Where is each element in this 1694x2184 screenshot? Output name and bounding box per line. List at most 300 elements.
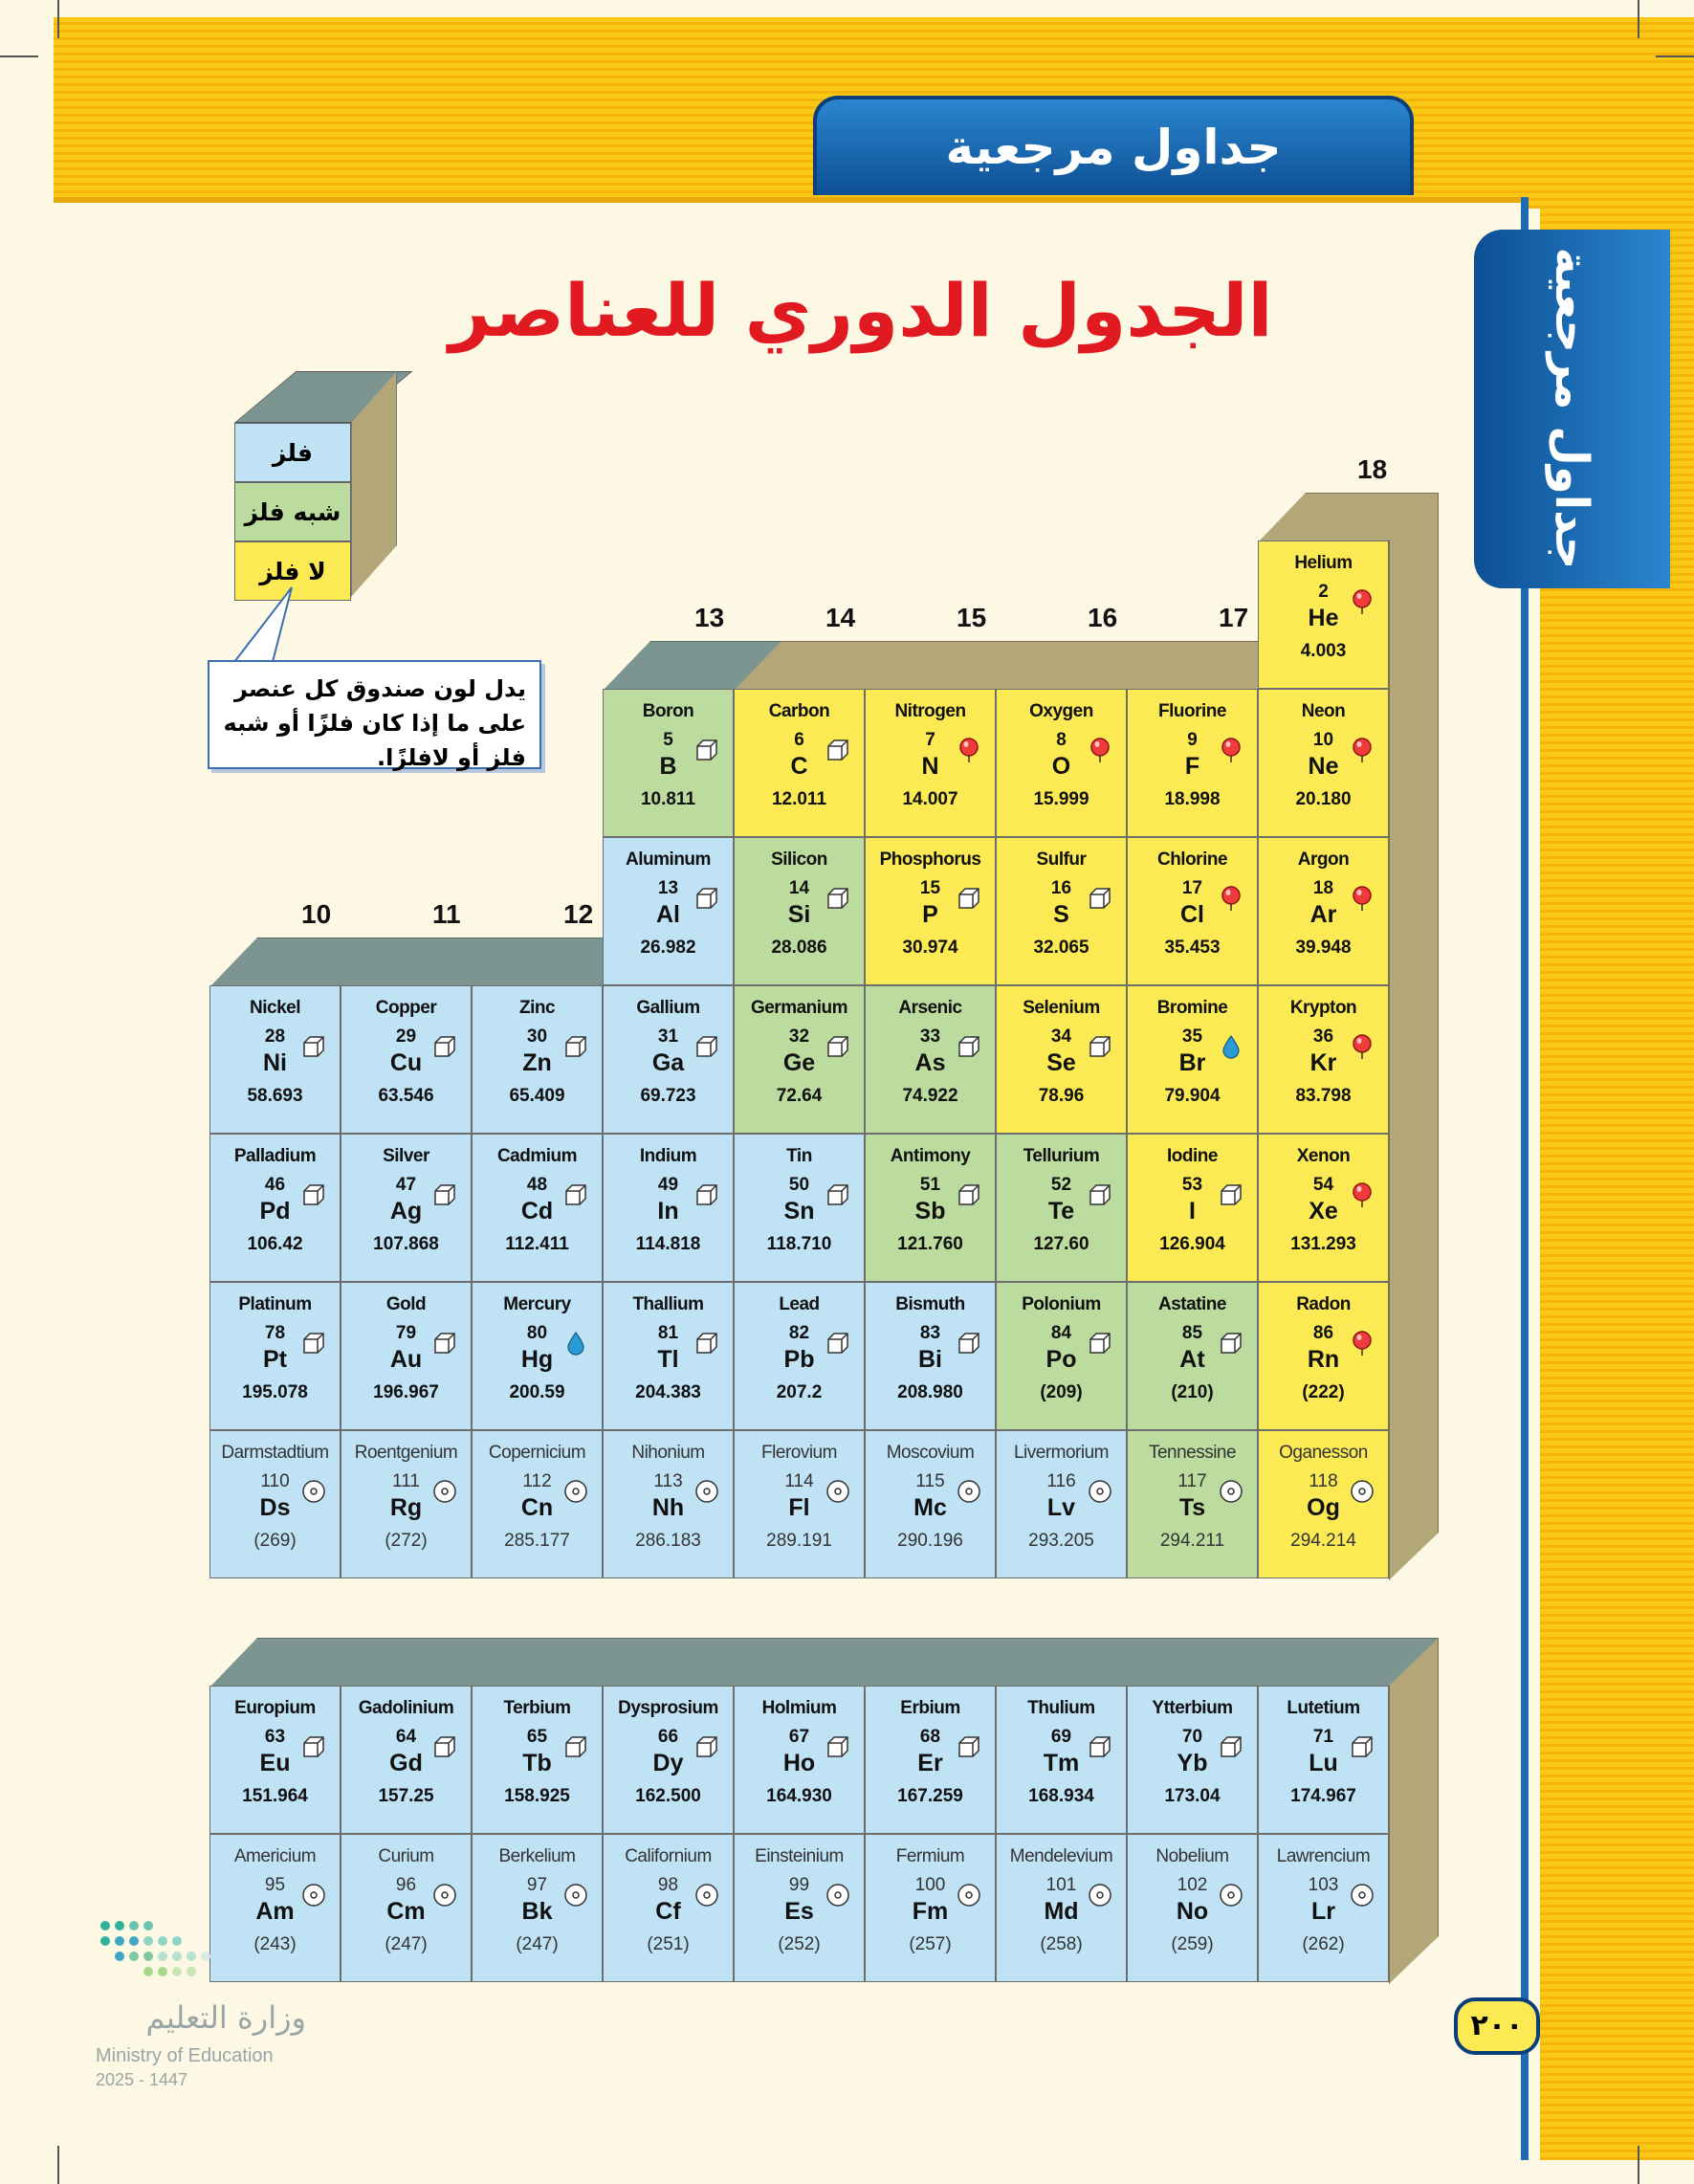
solid-state-icon bbox=[1088, 886, 1112, 911]
atomic-number: 28 bbox=[264, 1026, 286, 1047]
element-cell-br bbox=[1127, 985, 1258, 1134]
crop-mark bbox=[57, 2146, 59, 2184]
element-name: Roentgenium bbox=[354, 1443, 458, 1463]
solid-state-icon bbox=[301, 1034, 326, 1059]
synthetic-state-icon bbox=[825, 1479, 850, 1504]
solid-state-icon bbox=[1088, 1331, 1112, 1356]
element-symbol: Po bbox=[1045, 1346, 1077, 1373]
element-cell-fl bbox=[734, 1430, 865, 1578]
element-cell-gd bbox=[341, 1686, 472, 1834]
atomic-number: 116 bbox=[1046, 1471, 1076, 1491]
atomic-number: 79 bbox=[395, 1323, 417, 1343]
element-cell-ni bbox=[209, 985, 341, 1134]
callout-text: يدل لون صندوق كل عنصر على ما إذا كان فلزًا أو شبه فلز أو لافلزًا. bbox=[223, 675, 526, 771]
element-symbol: He bbox=[1308, 605, 1339, 631]
element-cell-lv bbox=[996, 1430, 1127, 1578]
atomic-number: 16 bbox=[1050, 878, 1072, 898]
page-title: الجدول الدوري للعناصر bbox=[449, 268, 1273, 353]
element-symbol: Eu bbox=[259, 1750, 291, 1776]
atomic-mass: 39.948 bbox=[1295, 938, 1352, 958]
element-cell-cu bbox=[341, 985, 472, 1134]
element-name: Platinum bbox=[238, 1294, 312, 1314]
atomic-mass: 121.760 bbox=[897, 1234, 963, 1254]
atomic-mass: 30.974 bbox=[902, 938, 958, 958]
atomic-number: 6 bbox=[794, 730, 804, 750]
atomic-mass: 74.922 bbox=[902, 1086, 958, 1106]
atomic-mass: (252) bbox=[778, 1934, 821, 1954]
element-cell-f bbox=[1127, 689, 1258, 837]
atomic-mass: 20.180 bbox=[1295, 789, 1352, 809]
element-cell-n bbox=[865, 689, 996, 837]
element-symbol: Ds bbox=[259, 1494, 291, 1521]
atomic-number: 78 bbox=[264, 1323, 286, 1343]
element-symbol: C bbox=[790, 753, 808, 780]
atomic-number: 64 bbox=[395, 1727, 417, 1747]
atomic-number: 34 bbox=[1050, 1026, 1072, 1047]
element-symbol: Lv bbox=[1046, 1494, 1076, 1521]
element-symbol: Si bbox=[787, 901, 811, 928]
atomic-mass: 126.904 bbox=[1159, 1234, 1225, 1254]
atomic-mass: (247) bbox=[516, 1934, 559, 1954]
legend-metalloid: شبه فلز bbox=[234, 482, 351, 541]
right-face-main bbox=[1389, 493, 1439, 1580]
atomic-number: 67 bbox=[788, 1727, 810, 1747]
synthetic-state-icon bbox=[563, 1883, 588, 1908]
solid-state-icon bbox=[825, 1182, 850, 1207]
element-cell-yb bbox=[1127, 1686, 1258, 1834]
solid-state-icon bbox=[1350, 1734, 1375, 1759]
element-symbol: In bbox=[657, 1198, 679, 1224]
atomic-mass: 15.999 bbox=[1033, 789, 1089, 809]
atomic-mass: 293.205 bbox=[1028, 1531, 1094, 1551]
crop-mark bbox=[1638, 0, 1639, 38]
element-symbol: Cn bbox=[520, 1494, 554, 1521]
atomic-mass: 106.42 bbox=[247, 1234, 303, 1254]
synthetic-state-icon bbox=[694, 1479, 719, 1504]
atomic-mass: (272) bbox=[385, 1531, 428, 1551]
crop-mark bbox=[1656, 55, 1694, 57]
solid-state-icon bbox=[1219, 1734, 1243, 1759]
solid-state-icon bbox=[825, 1034, 850, 1059]
element-name: Palladium bbox=[233, 1146, 317, 1166]
element-symbol: Fm bbox=[912, 1898, 949, 1925]
solid-state-icon bbox=[825, 1734, 850, 1759]
element-name: Silicon bbox=[771, 849, 827, 870]
element-symbol: Ga bbox=[651, 1049, 685, 1076]
solid-state-icon bbox=[1088, 1734, 1112, 1759]
atomic-number: 80 bbox=[526, 1323, 548, 1343]
element-cell-au bbox=[341, 1282, 472, 1430]
group-label: 15 bbox=[957, 603, 987, 632]
element-name: Oxygen bbox=[1029, 701, 1093, 721]
element-symbol: Ho bbox=[782, 1750, 816, 1776]
atomic-mass: 114.818 bbox=[635, 1234, 701, 1254]
element-cell-xe bbox=[1258, 1134, 1389, 1282]
element-cell-kr bbox=[1258, 985, 1389, 1134]
element-symbol: Br bbox=[1178, 1049, 1206, 1076]
synthetic-state-icon bbox=[301, 1479, 326, 1504]
header-tab bbox=[813, 96, 1414, 195]
synthetic-state-icon bbox=[1088, 1883, 1112, 1908]
element-name: Carbon bbox=[768, 701, 830, 721]
element-name: Fluorine bbox=[1158, 701, 1226, 721]
atomic-number: 69 bbox=[1050, 1727, 1072, 1747]
synthetic-state-icon bbox=[563, 1479, 588, 1504]
element-name: Radon bbox=[1296, 1294, 1351, 1314]
element-symbol: Cl bbox=[1180, 901, 1204, 928]
element-name: Fermium bbox=[895, 1846, 965, 1866]
atomic-mass: 174.967 bbox=[1290, 1786, 1356, 1806]
atomic-number: 9 bbox=[1187, 730, 1198, 750]
element-symbol: I bbox=[1189, 1198, 1196, 1224]
element-name: Polonium bbox=[1022, 1294, 1101, 1314]
gas-state-icon bbox=[1350, 886, 1375, 911]
element-cell-mc bbox=[865, 1430, 996, 1578]
element-symbol: Ni bbox=[263, 1049, 287, 1076]
element-symbol: Ts bbox=[1178, 1494, 1206, 1521]
element-name: Livermorium bbox=[1013, 1443, 1110, 1463]
synthetic-state-icon bbox=[301, 1883, 326, 1908]
element-name: Gadolinium bbox=[358, 1698, 454, 1718]
element-name: Lawrencium bbox=[1276, 1846, 1371, 1866]
atomic-mass: 35.453 bbox=[1164, 938, 1221, 958]
atomic-number: 118 bbox=[1309, 1471, 1338, 1491]
atomic-mass: 4.003 bbox=[1300, 641, 1347, 661]
element-symbol: Al bbox=[656, 901, 680, 928]
gas-state-icon bbox=[1350, 738, 1375, 762]
atomic-mass: (209) bbox=[1040, 1382, 1083, 1402]
atomic-mass: 63.546 bbox=[378, 1086, 434, 1106]
atomic-number: 32 bbox=[788, 1026, 810, 1047]
page-number: ٢٠٠ bbox=[1470, 2009, 1524, 2042]
atomic-number: 63 bbox=[264, 1727, 286, 1747]
atomic-number: 115 bbox=[915, 1471, 945, 1491]
atomic-number: 47 bbox=[395, 1175, 417, 1195]
atomic-number: 117 bbox=[1177, 1471, 1207, 1491]
atomic-mass: (257) bbox=[909, 1934, 952, 1954]
synthetic-state-icon bbox=[1219, 1883, 1243, 1908]
element-cell-sn bbox=[734, 1134, 865, 1282]
gas-state-icon bbox=[1350, 589, 1375, 614]
element-name: Boron bbox=[642, 701, 694, 721]
element-name: Indium bbox=[639, 1146, 697, 1166]
atomic-number: 14 bbox=[788, 878, 810, 898]
atomic-number: 96 bbox=[395, 1875, 417, 1895]
solid-state-icon bbox=[432, 1734, 457, 1759]
element-cell-no bbox=[1127, 1834, 1258, 1982]
element-symbol: Te bbox=[1047, 1198, 1075, 1224]
element-symbol: Mc bbox=[913, 1494, 947, 1521]
element-name: Dysprosium bbox=[618, 1698, 718, 1718]
solid-state-icon bbox=[563, 1034, 588, 1059]
element-symbol: Lr bbox=[1311, 1898, 1335, 1925]
liquid-state-icon bbox=[563, 1331, 588, 1356]
solid-state-icon bbox=[563, 1734, 588, 1759]
solid-state-icon bbox=[825, 886, 850, 911]
atomic-mass: 208.980 bbox=[897, 1382, 963, 1402]
atomic-number: 30 bbox=[526, 1026, 548, 1047]
element-symbol: Tb bbox=[522, 1750, 552, 1776]
crop-mark bbox=[0, 55, 38, 57]
atomic-number: 65 bbox=[526, 1727, 548, 1747]
atomic-mass: 158.925 bbox=[504, 1786, 570, 1806]
atomic-number: 51 bbox=[919, 1175, 941, 1195]
atomic-number: 70 bbox=[1181, 1727, 1203, 1747]
element-cell-er bbox=[865, 1686, 996, 1834]
atomic-mass: 28.086 bbox=[771, 938, 827, 958]
element-cell-cm bbox=[341, 1834, 472, 1982]
element-cell-md bbox=[996, 1834, 1127, 1982]
synthetic-state-icon bbox=[694, 1883, 719, 1908]
solid-state-icon bbox=[694, 1331, 719, 1356]
element-cell-zn bbox=[472, 985, 603, 1134]
element-cell-se bbox=[996, 985, 1127, 1134]
solid-state-icon bbox=[1088, 1034, 1112, 1059]
atomic-mass: 131.293 bbox=[1290, 1234, 1356, 1254]
synthetic-state-icon bbox=[1350, 1883, 1375, 1908]
atomic-number: 36 bbox=[1312, 1026, 1334, 1047]
element-name: Iodine bbox=[1167, 1146, 1218, 1166]
atomic-mass: 167.259 bbox=[897, 1786, 963, 1806]
element-cell-tl bbox=[603, 1282, 734, 1430]
group-label: 16 bbox=[1088, 603, 1118, 632]
element-symbol: O bbox=[1051, 753, 1071, 780]
gas-state-icon bbox=[1219, 886, 1243, 911]
solid-state-icon bbox=[694, 1182, 719, 1207]
legend-nonmetal: لا فلز bbox=[234, 541, 351, 601]
element-cell-te bbox=[996, 1134, 1127, 1282]
element-cell-eu bbox=[209, 1686, 341, 1834]
atomic-number: 114 bbox=[784, 1471, 814, 1491]
element-cell-ts bbox=[1127, 1430, 1258, 1578]
crop-mark bbox=[1638, 2146, 1639, 2184]
element-name: Californium bbox=[625, 1846, 712, 1866]
element-cell-in bbox=[603, 1134, 734, 1282]
element-name: Astatine bbox=[1158, 1294, 1226, 1314]
element-name: Tin bbox=[786, 1146, 812, 1166]
atomic-mass: 69.723 bbox=[640, 1086, 696, 1106]
element-cell-tb bbox=[472, 1686, 603, 1834]
element-name: Germanium bbox=[750, 998, 848, 1018]
element-cell-lu bbox=[1258, 1686, 1389, 1834]
content-top-border bbox=[54, 197, 1527, 203]
atomic-number: 84 bbox=[1050, 1323, 1072, 1343]
solid-state-icon bbox=[957, 1034, 981, 1059]
element-symbol: Kr bbox=[1309, 1049, 1337, 1076]
atomic-number: 82 bbox=[788, 1323, 810, 1343]
atomic-number: 54 bbox=[1312, 1175, 1334, 1195]
element-symbol: Md bbox=[1044, 1898, 1079, 1925]
solid-state-icon bbox=[694, 738, 719, 762]
atomic-mass: (222) bbox=[1302, 1382, 1345, 1402]
atomic-number: 18 bbox=[1312, 878, 1334, 898]
element-name: Krypton bbox=[1289, 998, 1357, 1018]
atomic-number: 71 bbox=[1312, 1727, 1334, 1747]
element-symbol: As bbox=[914, 1049, 946, 1076]
side-tab bbox=[1474, 230, 1670, 588]
element-symbol: Xe bbox=[1309, 1198, 1338, 1224]
right-face-f-block bbox=[1389, 1638, 1439, 1984]
side-tab-title: جداول مرجعية bbox=[1545, 247, 1598, 570]
crop-mark bbox=[57, 0, 59, 38]
group-label: 11 bbox=[432, 899, 461, 929]
element-cell-p bbox=[865, 837, 996, 985]
element-name: Nickel bbox=[250, 998, 300, 1018]
element-cell-al bbox=[603, 837, 734, 985]
element-symbol: Bi bbox=[918, 1346, 942, 1373]
atomic-number: 17 bbox=[1181, 878, 1203, 898]
atomic-number: 46 bbox=[264, 1175, 286, 1195]
element-name: Helium bbox=[1294, 553, 1353, 573]
atomic-mass: 107.868 bbox=[373, 1234, 439, 1254]
element-name: Nitrogen bbox=[894, 701, 966, 721]
atomic-mass: 78.96 bbox=[1038, 1086, 1085, 1106]
solid-state-icon bbox=[957, 1331, 981, 1356]
atomic-number: 2 bbox=[1318, 582, 1329, 602]
element-cell-bk bbox=[472, 1834, 603, 1982]
element-symbol: Sn bbox=[783, 1198, 815, 1224]
element-symbol: Rg bbox=[389, 1494, 423, 1521]
atomic-number: 81 bbox=[657, 1323, 679, 1343]
element-cell-po bbox=[996, 1282, 1127, 1430]
element-cell-c bbox=[734, 689, 865, 837]
atomic-number: 29 bbox=[395, 1026, 417, 1047]
element-symbol: F bbox=[1184, 753, 1200, 780]
atomic-mass: (259) bbox=[1171, 1934, 1214, 1954]
solid-state-icon bbox=[694, 1034, 719, 1059]
header-tab-title: جداول مرجعية bbox=[945, 120, 1282, 175]
liquid-state-icon bbox=[1219, 1034, 1243, 1059]
atomic-mass: 290.196 bbox=[897, 1531, 963, 1551]
element-name: Selenium bbox=[1023, 998, 1100, 1018]
element-cell-ho bbox=[734, 1686, 865, 1834]
solid-state-icon bbox=[825, 738, 850, 762]
logo-dots bbox=[96, 1913, 325, 1980]
element-symbol: Cf bbox=[655, 1898, 681, 1925]
atomic-mass: (262) bbox=[1302, 1934, 1345, 1954]
group-label: 18 bbox=[1357, 454, 1388, 484]
element-name: Flerovium bbox=[761, 1443, 837, 1463]
element-name: Einsteinium bbox=[755, 1846, 844, 1866]
element-name: Tellurium bbox=[1023, 1146, 1100, 1166]
solid-state-icon bbox=[825, 1331, 850, 1356]
atomic-mass: 294.211 bbox=[1159, 1531, 1225, 1551]
element-cell-o bbox=[996, 689, 1127, 837]
element-cell-es bbox=[734, 1834, 865, 1982]
atomic-number: 49 bbox=[657, 1175, 679, 1195]
atomic-number: 86 bbox=[1312, 1323, 1334, 1343]
atomic-mass: (243) bbox=[253, 1934, 297, 1954]
solid-state-icon bbox=[957, 1734, 981, 1759]
element-cell-ag bbox=[341, 1134, 472, 1282]
atomic-mass: 200.59 bbox=[509, 1382, 565, 1402]
element-symbol: Fl bbox=[788, 1494, 810, 1521]
atomic-mass: 285.177 bbox=[504, 1531, 570, 1551]
ministry-english: Ministry of Education bbox=[96, 2045, 274, 2066]
atomic-mass: 289.191 bbox=[766, 1531, 832, 1551]
atomic-mass: 162.500 bbox=[635, 1786, 701, 1806]
atomic-number: 95 bbox=[264, 1875, 286, 1895]
element-name: Curium bbox=[378, 1846, 434, 1866]
element-cell-bi bbox=[865, 1282, 996, 1430]
element-symbol: Hg bbox=[520, 1346, 554, 1373]
solid-state-icon bbox=[694, 886, 719, 911]
element-name: Sulfur bbox=[1036, 849, 1087, 870]
atomic-number: 8 bbox=[1056, 730, 1067, 750]
element-name: Aluminum bbox=[626, 849, 711, 870]
synthetic-state-icon bbox=[1088, 1479, 1112, 1504]
solid-state-icon bbox=[301, 1734, 326, 1759]
element-name: Thulium bbox=[1027, 1698, 1095, 1718]
atomic-mass: 83.798 bbox=[1295, 1086, 1352, 1106]
atomic-number: 13 bbox=[657, 878, 679, 898]
element-symbol: Lu bbox=[1309, 1750, 1338, 1776]
atomic-number: 102 bbox=[1177, 1875, 1208, 1895]
group-label: 13 bbox=[694, 603, 725, 632]
ministry-arabic: وزارة التعليم bbox=[145, 1999, 306, 2036]
element-cell-pd bbox=[209, 1134, 341, 1282]
atomic-mass: 58.693 bbox=[247, 1086, 303, 1106]
atomic-mass: (247) bbox=[385, 1934, 428, 1954]
element-cell-tm bbox=[996, 1686, 1127, 1834]
element-cell-cd bbox=[472, 1134, 603, 1282]
element-cell-sb bbox=[865, 1134, 996, 1282]
element-name: Bromine bbox=[1156, 998, 1228, 1018]
atomic-number: 10 bbox=[1312, 730, 1334, 750]
element-cell-at bbox=[1127, 1282, 1258, 1430]
atomic-number: 111 bbox=[392, 1471, 420, 1491]
element-symbol: Ne bbox=[1308, 753, 1339, 780]
element-symbol: No bbox=[1176, 1898, 1209, 1925]
atomic-mass: 127.60 bbox=[1033, 1234, 1089, 1254]
element-symbol: Sb bbox=[914, 1198, 946, 1224]
legend-metal: فلز bbox=[234, 423, 351, 482]
top-face-groups-10-12 bbox=[209, 938, 652, 987]
atomic-mass: 12.011 bbox=[771, 789, 827, 809]
atomic-mass: 151.964 bbox=[242, 1786, 308, 1806]
element-cell-he bbox=[1258, 540, 1389, 689]
atomic-mass: 294.214 bbox=[1290, 1531, 1356, 1551]
element-symbol: Bk bbox=[521, 1898, 553, 1925]
element-cell-og bbox=[1258, 1430, 1389, 1578]
atomic-number: 110 bbox=[260, 1471, 290, 1491]
element-name: Erbium bbox=[900, 1698, 960, 1718]
element-name: Zinc bbox=[518, 998, 556, 1018]
element-symbol: Cm bbox=[386, 1898, 426, 1925]
element-name: Copernicium bbox=[488, 1443, 586, 1463]
atomic-mass: 32.065 bbox=[1033, 938, 1089, 958]
element-symbol: Cu bbox=[389, 1049, 423, 1076]
element-symbol: Pb bbox=[783, 1346, 815, 1373]
element-name: Terbium bbox=[503, 1698, 571, 1718]
element-cell-lr bbox=[1258, 1834, 1389, 1982]
element-name: Argon bbox=[1297, 849, 1350, 870]
atomic-number: 97 bbox=[526, 1875, 548, 1895]
solid-state-icon bbox=[1088, 1182, 1112, 1207]
atomic-mass: 72.64 bbox=[776, 1086, 823, 1106]
atomic-number: 68 bbox=[919, 1727, 941, 1747]
atomic-mass: (251) bbox=[647, 1934, 690, 1954]
atomic-number: 33 bbox=[919, 1026, 941, 1047]
solid-state-icon bbox=[301, 1331, 326, 1356]
element-symbol: Pd bbox=[259, 1198, 291, 1224]
solid-state-icon bbox=[694, 1734, 719, 1759]
element-cell-ar bbox=[1258, 837, 1389, 985]
group-label: 10 bbox=[301, 899, 332, 929]
element-name: Neon bbox=[1301, 701, 1346, 721]
solid-state-icon bbox=[301, 1182, 326, 1207]
ministry-year: 2025 - 1447 bbox=[96, 2070, 188, 2089]
